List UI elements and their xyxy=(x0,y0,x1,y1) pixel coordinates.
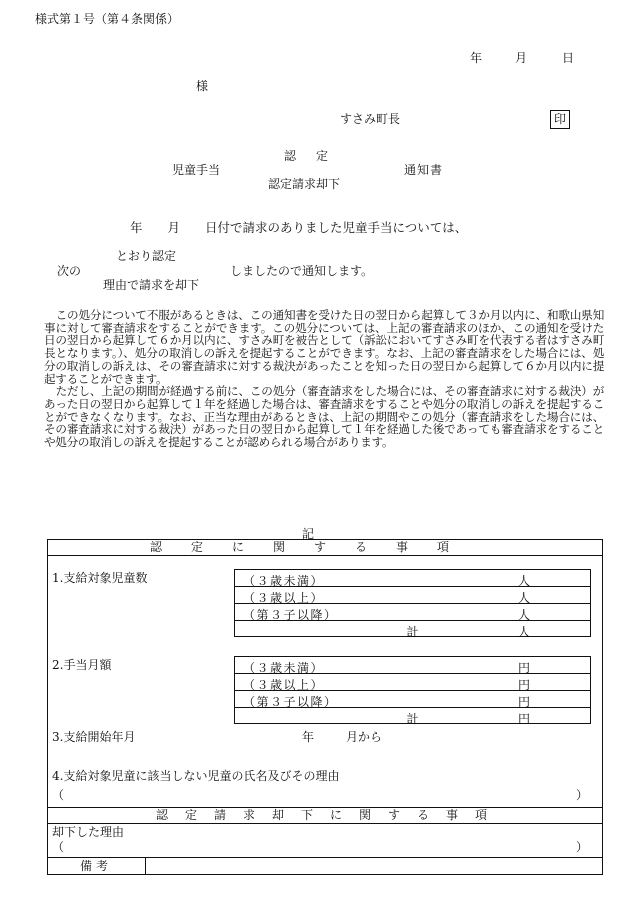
issuer: すさみ町長 xyxy=(340,112,401,126)
title-reject: 認定請求却下 xyxy=(268,177,341,191)
row-unit: 人 xyxy=(517,608,530,622)
date-day: 日 xyxy=(562,51,575,65)
section1-heading: 認定に関する事項 xyxy=(150,540,479,554)
row-unit: 人 xyxy=(517,625,530,639)
remarks-label: 備考 xyxy=(80,859,113,873)
result-prefix: 次の xyxy=(57,264,82,278)
title-certify: 認 定 xyxy=(284,149,333,163)
start-month-from: 月から xyxy=(346,730,383,744)
row-total-label: 計 xyxy=(406,625,419,639)
paren-open: （ xyxy=(52,788,65,802)
divider xyxy=(47,555,603,556)
notice-paragraph-2: ただし、上記の期間が経過する前に、この処分（審査請求をした場合には、その審査請求に対する裁決）があった日の翌日から起算して１年を経過した場合は、審査請求をすることや処分の取消しの訴えを提起することができなくなります。なお、正当な理由があるときは、上記の期間やこの処分（審査請求をした場合には、その審査請求に対する裁決）があった日の翌日から起算して１年を経過した後であっても審査請求をすることや処分の取消しの訴えを提起することが認められる場合があります。 xyxy=(44,384,604,450)
row-label: （３歳未満） xyxy=(243,574,325,588)
row-unit: 円 xyxy=(517,661,530,675)
row-label: （３歳以上） xyxy=(243,591,325,605)
date-year: 年 xyxy=(470,51,483,65)
form-id: 様式第１号（第４条関係） xyxy=(35,12,180,26)
divider xyxy=(47,857,603,858)
intro-line: 年 月 日付で請求のありました児童手当については、 xyxy=(130,220,468,235)
row-unit: 人 xyxy=(517,591,530,605)
children-row-over3 xyxy=(234,586,591,603)
paren-open: （ xyxy=(52,840,65,854)
result-option-reject: 理由で請求を却下 xyxy=(103,278,200,292)
children-row-total xyxy=(234,620,591,637)
divider xyxy=(47,823,603,824)
addressee-honorific: 様 xyxy=(196,79,209,93)
row-total-label: 計 xyxy=(406,712,419,726)
row-unit: 円 xyxy=(517,678,530,692)
amount-row-under3 xyxy=(234,656,591,673)
row-label: （第３子以降） xyxy=(243,608,338,622)
row-unit: 人 xyxy=(517,574,530,588)
notice-paragraph-1: この処分について不服があるときは、この通知書を受けた日の翌日から起算して３か月以内に、和歌山県知事に対して審査請求をすることができます。この処分については、上記の審査請求のほか、この通知を受けた日の翌日から起算して６か月以内に、すさみ町を被告として（訴訟においてすさみ町を代表する者はすさみ町長となります。）、処分の取消しの訴えを提起することができます。なお、上記の審査請求をした場合には、処分の取消しの訴えは、その審査請求に対する裁決があったことを知った日の翌日から起算して６か月以内に提起することができます。 xyxy=(44,308,604,386)
seal-stamp: 印 xyxy=(550,110,570,129)
remarks-separator xyxy=(145,857,146,875)
date-month: 月 xyxy=(515,51,528,65)
paren-close: ） xyxy=(576,840,589,854)
title-notice: 通知書 xyxy=(404,163,444,177)
result-suffix: しましたので通知します。 xyxy=(230,264,374,278)
children-count-label: 1.支給対象児童数 xyxy=(52,571,148,585)
not-applicable-label: 4.支給対象児童に該当しない児童の氏名及びその理由 xyxy=(52,769,340,783)
notice-text xyxy=(44,309,604,449)
row-label: （３歳以上） xyxy=(243,678,325,692)
row-label: （第３子以降） xyxy=(243,695,338,709)
row-unit: 円 xyxy=(517,712,530,726)
title-child-allowance: 児童手当 xyxy=(172,163,221,177)
rejection-label: 却下した理由 xyxy=(52,825,125,839)
result-option-certify: とおり認定 xyxy=(116,249,177,263)
amount-row-total xyxy=(234,707,591,724)
amount-row-third xyxy=(234,690,591,707)
row-unit: 円 xyxy=(517,695,530,709)
row-label: （３歳未満） xyxy=(243,661,325,675)
children-row-under3 xyxy=(234,569,591,586)
children-row-third xyxy=(234,603,591,620)
ki-mark: 記 xyxy=(302,527,315,541)
amount-row-over3 xyxy=(234,673,591,690)
start-year: 年 xyxy=(302,730,315,744)
monthly-amount-label: 2.手当月額 xyxy=(52,658,112,672)
section2-heading: 認定請求却下に関する事項 xyxy=(156,808,505,822)
start-label: 3.支給開始年月 xyxy=(52,730,136,744)
paren-close: ） xyxy=(576,788,589,802)
